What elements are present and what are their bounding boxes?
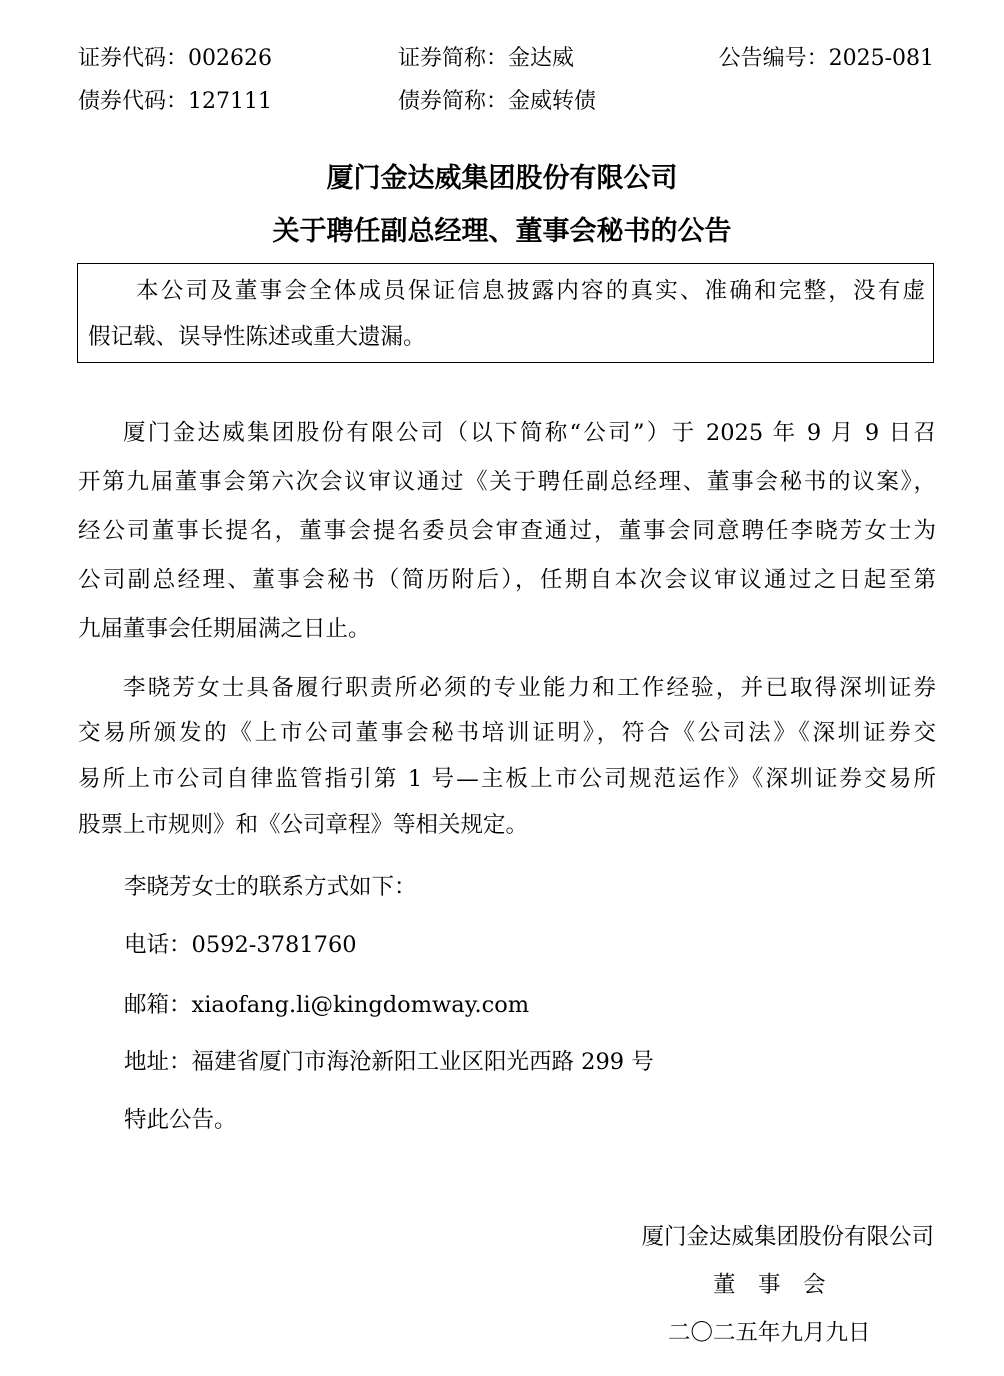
contact-intro: 李晓芳女士的联系方式如下：: [124, 874, 417, 900]
address-label: 地址：: [124, 1049, 192, 1075]
stock-abbr-label: 证券简称：: [398, 46, 509, 71]
stock-code-label: 证券代码：: [78, 46, 189, 71]
bond-code-label: 债券代码：: [78, 89, 189, 114]
stock-code-value: 002626: [188, 46, 272, 71]
paragraph-1-line-2: 开第九届董事会第六次会议审议通过《关于聘任副总经理、董事会秘书的议案》，: [78, 469, 936, 495]
paragraph-2-line-4: 股票上市规则》和《公司章程》等相关规定。: [78, 812, 529, 838]
stock-code: [78, 44, 272, 74]
bond-abbr-label: 债券简称：: [398, 89, 509, 114]
bond-code-value: 127111: [188, 89, 272, 114]
paragraph-1-line-3: 经公司董事长提名，董事会提名委员会审查通过，董事会同意聘任李晓芳女士为: [78, 518, 936, 544]
contact-email: [124, 990, 529, 1020]
closing-statement: 特此公告。: [124, 1107, 237, 1133]
disclaimer-line-2: 假记载、误导性陈述或重大遗漏。: [88, 324, 426, 350]
contact-phone: [124, 930, 357, 960]
paragraph-1-line-5: 九届董事会任期届满之日止。: [78, 616, 371, 642]
signature-board: 董 事 会: [713, 1272, 826, 1298]
signature-date: 二〇二五年九月九日: [668, 1320, 871, 1346]
title-company: 厦门金达威集团股份有限公司: [326, 163, 678, 194]
notice-no-label: 公告编号：: [718, 46, 829, 71]
stock-abbr-value: 金达威: [508, 46, 575, 71]
disclaimer-line-1: 本公司及董事会全体成员保证信息披露内容的真实、准确和完整，没有虚: [136, 278, 925, 304]
stock-abbreviation: [398, 44, 574, 74]
signature-company: 厦门金达威集团股份有限公司: [641, 1224, 934, 1250]
paragraph-1-line-1: 厦门金达威集团股份有限公司（以下简称“公司”）于 2025 年 9 月 9 日召: [123, 420, 936, 446]
paragraph-2-line-1: 李晓芳女士具备履行职责所必须的专业能力和工作经验，并已取得深圳证券: [123, 675, 936, 701]
phone-value: 0592-3781760: [191, 932, 357, 958]
title-subject: 关于聘任副总经理、董事会秘书的公告: [272, 216, 732, 247]
bond-abbr-value: 金威转债: [508, 89, 597, 114]
email-label: 邮箱：: [124, 992, 192, 1018]
address-value: 福建省厦门市海沧新阳工业区阳光西路 299 号: [191, 1049, 654, 1075]
notice-number: [719, 44, 934, 74]
bond-abbreviation: [398, 87, 596, 117]
email-value: xiaofang.li@kingdomway.com: [191, 992, 530, 1018]
notice-no-value: 2025-081: [828, 46, 934, 71]
phone-label: 电话：: [124, 932, 192, 958]
paragraph-1-line-4: 公司副总经理、董事会秘书（简历附后），任期自本次会议审议通过之日起至第: [78, 567, 936, 593]
contact-address: [124, 1047, 654, 1077]
paragraph-2-line-2: 交易所颁发的《上市公司董事会秘书培训证明》，符合《公司法》《深圳证券交: [78, 720, 936, 746]
bond-code: [78, 87, 272, 117]
paragraph-2-line-3: 易所上市公司自律监管指引第 1 号—主板上市公司规范运作》《深圳证券交易所: [78, 766, 936, 792]
